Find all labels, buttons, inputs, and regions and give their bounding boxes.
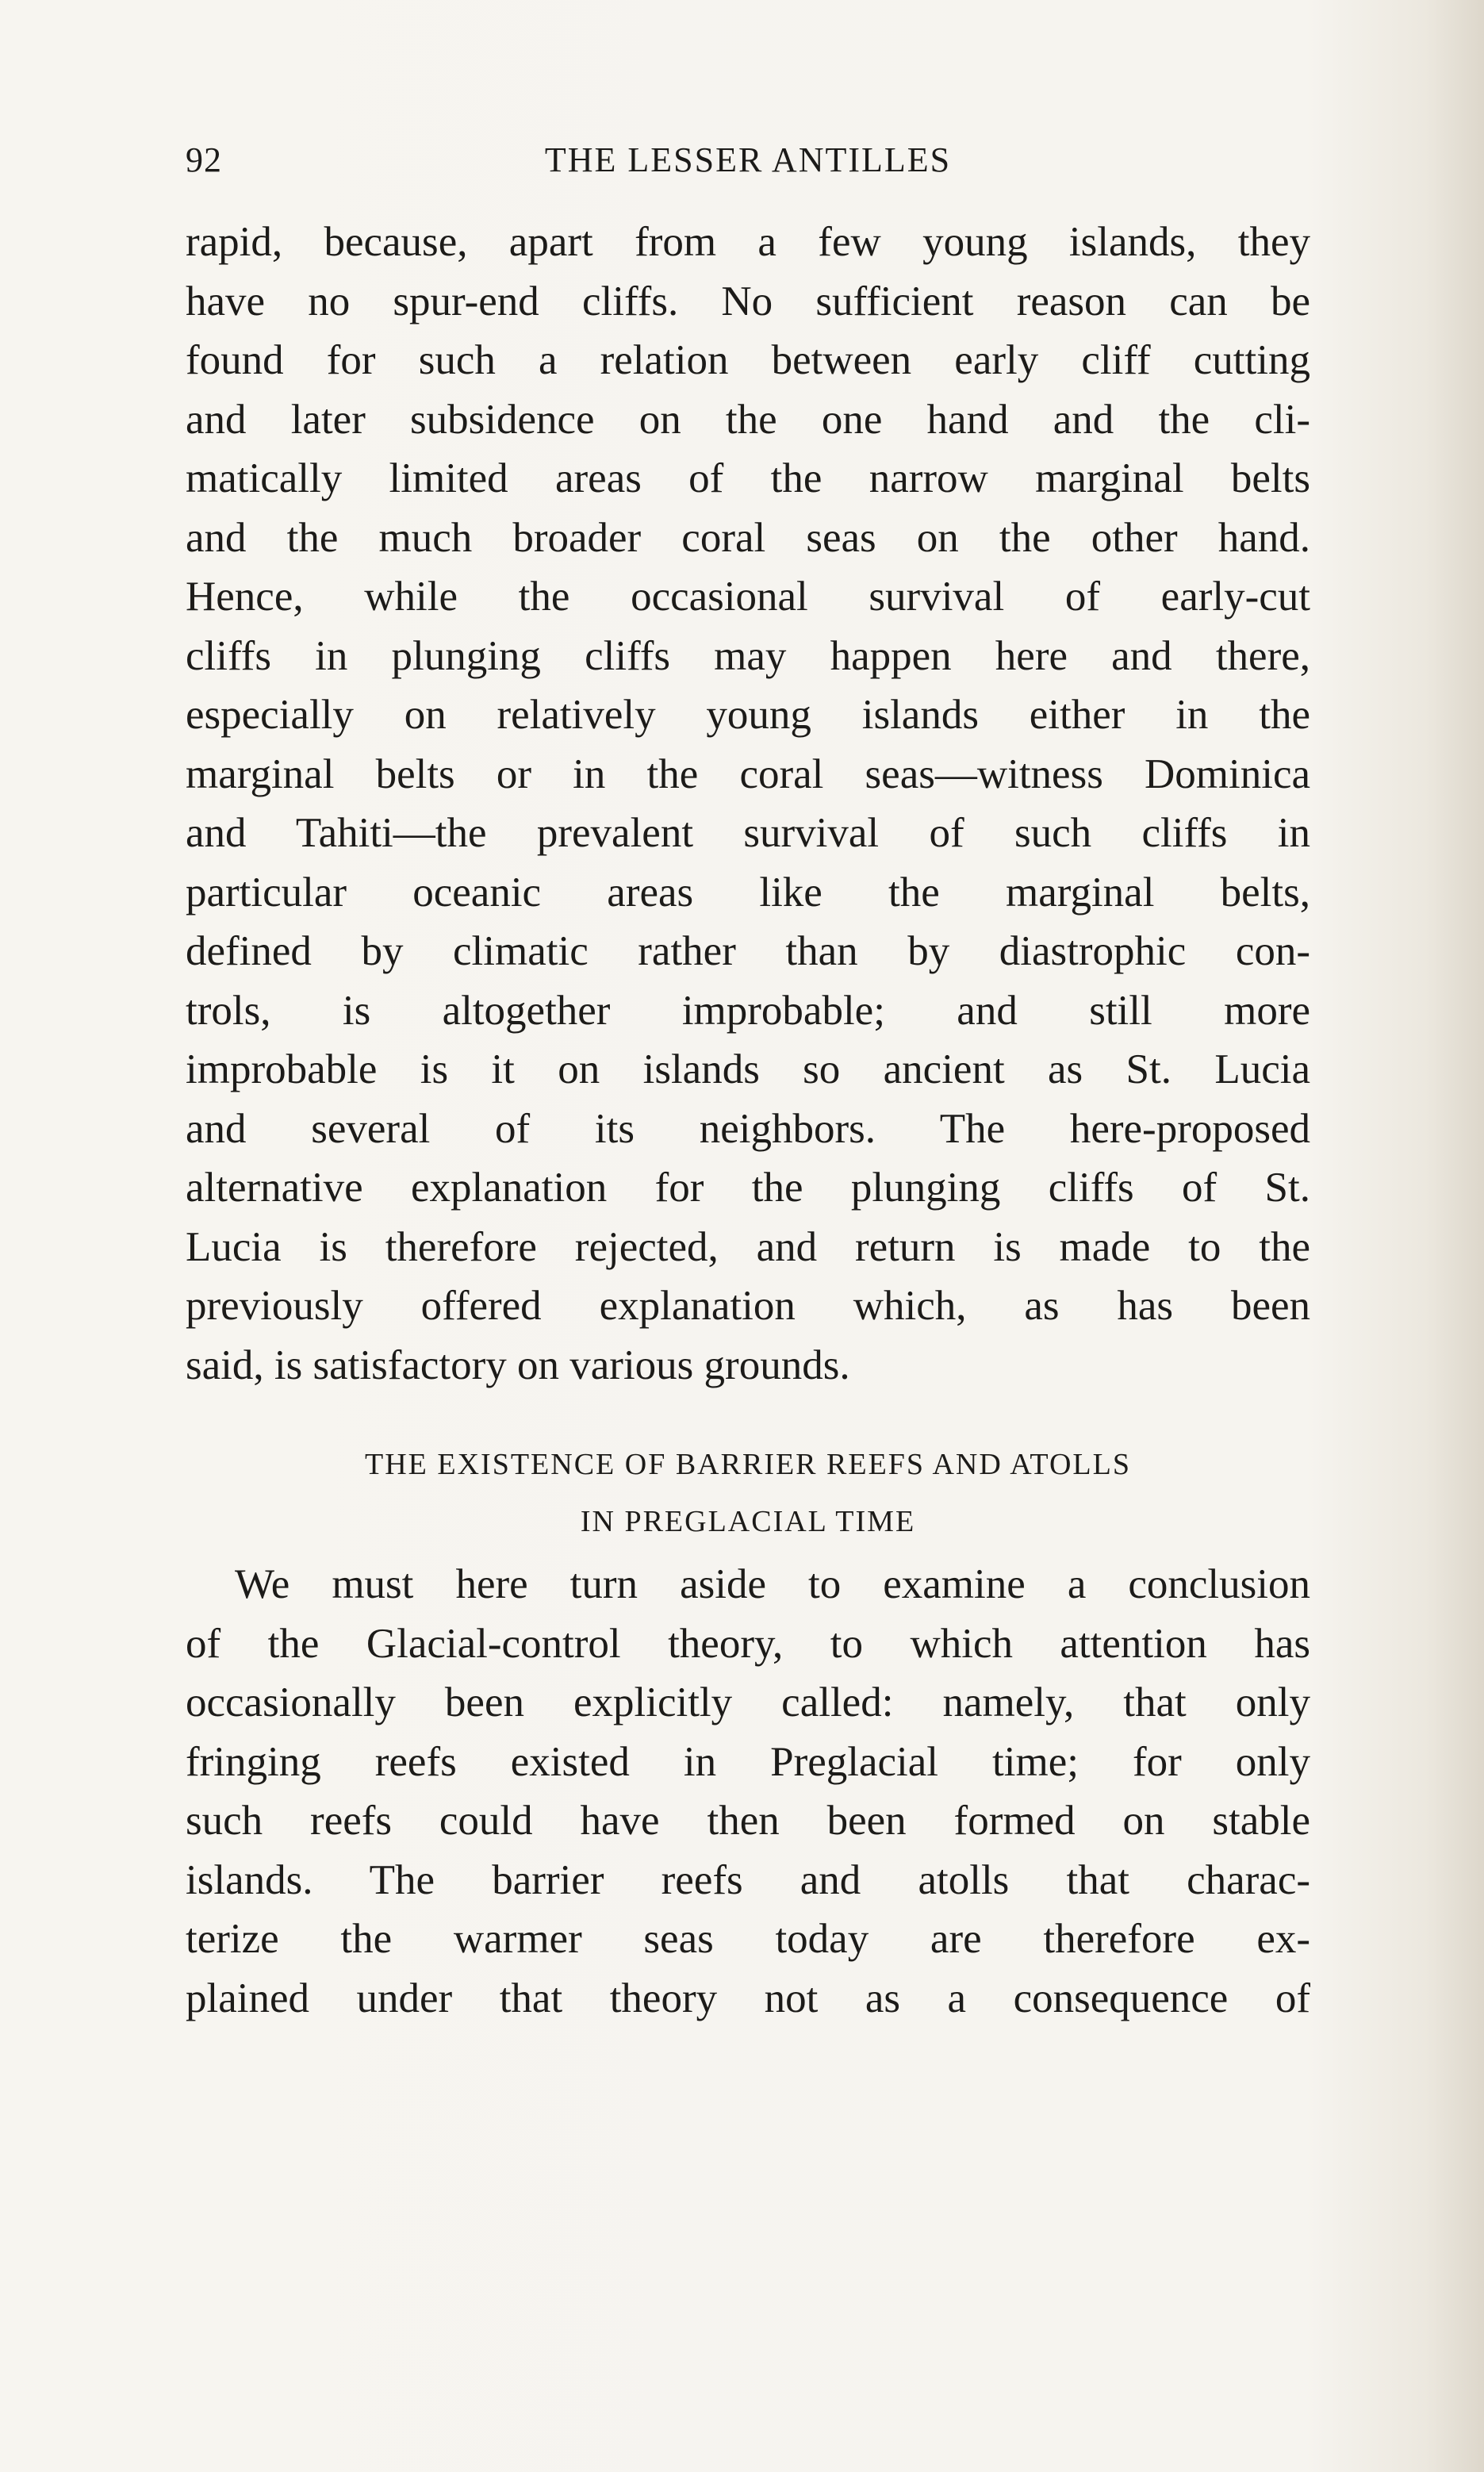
text-line: and Tahiti—the prevalent survival of such cliffs in xyxy=(186,810,1310,856)
text-line: fringing reefs existed in Preglacial time; for only xyxy=(186,1738,1310,1785)
text-line: marginal belts or in the coral seas—witness Dominica xyxy=(186,750,1310,797)
text-line: Hence, while the occasional survival of early-cut xyxy=(186,574,1310,620)
text-line: We must here turn aside to examine a conclusion xyxy=(235,1561,1310,1607)
text-line: of the Glacial-control theory, to which attention has xyxy=(186,1620,1310,1667)
text-line: previously offered explanation which, as has been xyxy=(186,1283,1310,1329)
text-line: matically limited areas of the narrow marginal belts xyxy=(186,455,1310,501)
page-number: 92 xyxy=(186,140,222,179)
text-line: especially on relatively young islands either in the xyxy=(186,692,1310,738)
section-heading-line: IN PREGLACIAL TIME xyxy=(580,1505,916,1538)
text-line: defined by climatic rather than by diastrophic con- xyxy=(186,928,1310,974)
text-line: said, is satisfactory on various grounds. xyxy=(186,1342,850,1388)
text-line: occasionally been explicitly called: namely, that only xyxy=(186,1679,1310,1725)
text-line: terize the warmer seas today are therefore ex- xyxy=(186,1916,1310,1962)
text-line: and several of its neighbors. The here-proposed xyxy=(186,1105,1310,1152)
text-line: such reefs could have then been formed on stable xyxy=(186,1798,1310,1844)
paragraph-2 xyxy=(186,1555,1310,2028)
text-line: and later subsidence on the one hand and the cli- xyxy=(186,396,1310,443)
text-line: particular oceanic areas like the marginal belts, xyxy=(186,869,1310,915)
text-line: have no spur-end cliffs. No sufficient reason can be xyxy=(186,278,1310,324)
running-head xyxy=(186,136,1310,184)
running-title: THE LESSER ANTILLES xyxy=(544,140,952,179)
text-line: rapid, because, apart from a few young islands, they xyxy=(186,219,1310,265)
text-line: islands. The barrier reefs and atolls that charac- xyxy=(186,1856,1310,1903)
text-line: cliffs in plunging cliffs may happen here and there, xyxy=(186,632,1310,679)
text-line: and the much broader coral seas on the other hand. xyxy=(186,514,1310,561)
section-heading xyxy=(186,1436,1310,1550)
text-line: plained under that theory not as a consequence of xyxy=(186,1975,1310,2021)
paragraph-1 xyxy=(186,213,1310,1395)
section-heading-line: THE EXISTENCE OF BARRIER REEFS AND ATOLLS xyxy=(365,1448,1131,1481)
text-line: alternative explanation for the plunging cliffs of St. xyxy=(186,1165,1310,1211)
text-line: improbable is it on islands so ancient as St. Lucia xyxy=(186,1046,1310,1092)
text-line: Lucia is therefore rejected, and return is made to the xyxy=(186,1223,1310,1270)
text-line: found for such a relation between early cliff cutting xyxy=(186,337,1310,383)
text-line: trols, is altogether improbable; and still more xyxy=(186,987,1310,1034)
